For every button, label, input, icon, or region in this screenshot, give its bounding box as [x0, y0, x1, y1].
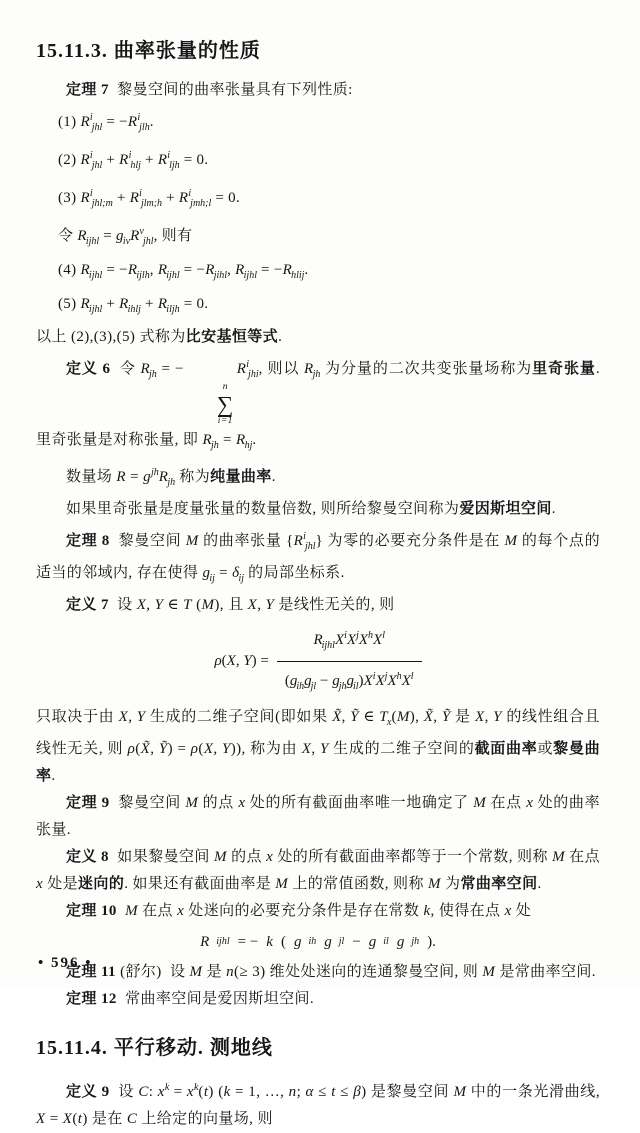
- curvature-property-2: (2) $R^i_{jhl} + R^i_{hlj} + R^i_{ljh} = 0$.: [58, 150, 209, 171]
- theorem-11-schur: 定理 11 (舒尔) 设 M 是 n(≥ 3) 维处处迷向的连通黎曼空间, 则 M 是常曲率空间.: [66, 963, 596, 980]
- section-heading-15-11-4: 15.11.4. 平行移动. 测地线: [36, 1036, 273, 1059]
- definition-8-isotropic: 定义 8 如果黎曼空间 M 的点 x 处的所有截面曲率都等于一个常数, 则称 M 在点 x 处是迷向的. 如果还有截面曲率是 M 上的常值函数, 则称 M 为常曲率空间.: [36, 848, 600, 892]
- section-heading-15-11-3: 15.11.3. 曲率张量的性质: [36, 40, 261, 62]
- theorem-8: 定理 8 黎曼空间 M 的曲率张量 $\{R^i_{jhl}\}$ 为零的必要充分条件是在 M 的每个点的适当的邻域内, 存在使得 $g_{ij} = \delta_{ij}$ 的局部坐标系.: [36, 530, 600, 584]
- definition-9-parallel-transport: 定义 9 设 C: $x^k = x^k(t) (k = 1$, …, n; α ≤ t ≤ β) 是黎曼空间 M 中的一条光滑曲线, X = X(t) 是在 C 上给定的向量场, 则: [36, 1081, 601, 1127]
- formula-lhs: ρ(X, Y) =: [214, 653, 269, 670]
- theorem-12: 定理 12 常曲率空间是爱因斯坦空间.: [66, 990, 315, 1007]
- definition-7-intro: 定义 7 设 X, Y ∈ T (M), 且 X, Y 是线性无关的, 则: [66, 596, 395, 613]
- definition-7-continuation: 只取决于由 X, Y 生成的二维子空间(即如果 X̃, Ỹ ∈ $T_x(M)$, X̃, Ỹ 是 X, Y 的线性组合且线性无关, 则 ρ(X̃, Ỹ) = ρ(X, Y)), 称为由 X, Y 生成的二维子空间的截面曲率或黎曼曲率.: [36, 708, 600, 784]
- fraction-numerator: $R_{ijhl}X^iX^jX^hX^l$: [313, 629, 385, 651]
- curvature-property-4: (4) $R_{ijhl} = -R_{ijlh}$, $R_{ijhl} = -R_{jihl}$, $R_{ijhl} = -R_{hlij}$.: [58, 262, 309, 281]
- einstein-space-note: 如果里奇张量是度量张量的数量倍数, 则所给黎曼空间称为爱因斯坦空间.: [66, 500, 556, 517]
- curvature-property-5: (5) $R_{ijhl} + R_{ihlj} + R_{iljh} = 0$.: [58, 296, 209, 315]
- curvature-property-list: [58, 104, 600, 324]
- bianchi-identities-note: 以上 (2),(3),(5) 式称为比安基恒等式.: [36, 329, 283, 345]
- formula-fraction: [277, 624, 422, 699]
- theorem-10-formula: R ijhl = − k ( g ih g jl − g il g jh ).: [200, 933, 436, 950]
- sectional-curvature-formula: [36, 624, 600, 699]
- curvature-property-1: (1) $R^i_{jhl} = -R^i_{jlh}$.: [58, 112, 154, 133]
- lowered-tensor-definition: 令 $R_{ijhl} = g_{i\nu}R^\nu_{jhl}$, 则有: [58, 226, 193, 247]
- definition-6-ricci-tensor: 定义 6 令 $R_{jh}$ = − n ∑ i=1 $R^i_{jhi}$, 则以 $R_{jh}$ 为分量的二次共变张量场称为里奇张量. 里奇张量是对称张量, 即 $R_{jh} = R_{hj}$.: [36, 359, 601, 451]
- scalar-curvature-note: 数量场 $R = g^{jh}R_{jh}$ 称为纯量曲率.: [66, 466, 276, 488]
- theorem-9: 定理 9 黎曼空间 M 的点 x 处的所有截面曲率唯一地确定了 M 在点 x 处的曲率张量.: [36, 794, 600, 838]
- theorem-10-intro: 定理 10 M 在点 x 处迷向的必要充分条件是存在常数 k, 使得在点 x 处: [66, 902, 532, 919]
- curvature-property-3: (3) $R^i_{jhl;m} + R^i_{jlm;h} + R^i_{jmh;l} = 0$.: [58, 188, 240, 209]
- page-number: • 596 •: [38, 955, 93, 971]
- theorem-7-intro: 定理 7 黎曼空间的曲率张量具有下列性质:: [66, 82, 353, 98]
- fraction-denominator: $(g_{ih}g_{jl} - g_{jh}g_{il})X^iX^jX^hX^l$: [277, 661, 422, 699]
